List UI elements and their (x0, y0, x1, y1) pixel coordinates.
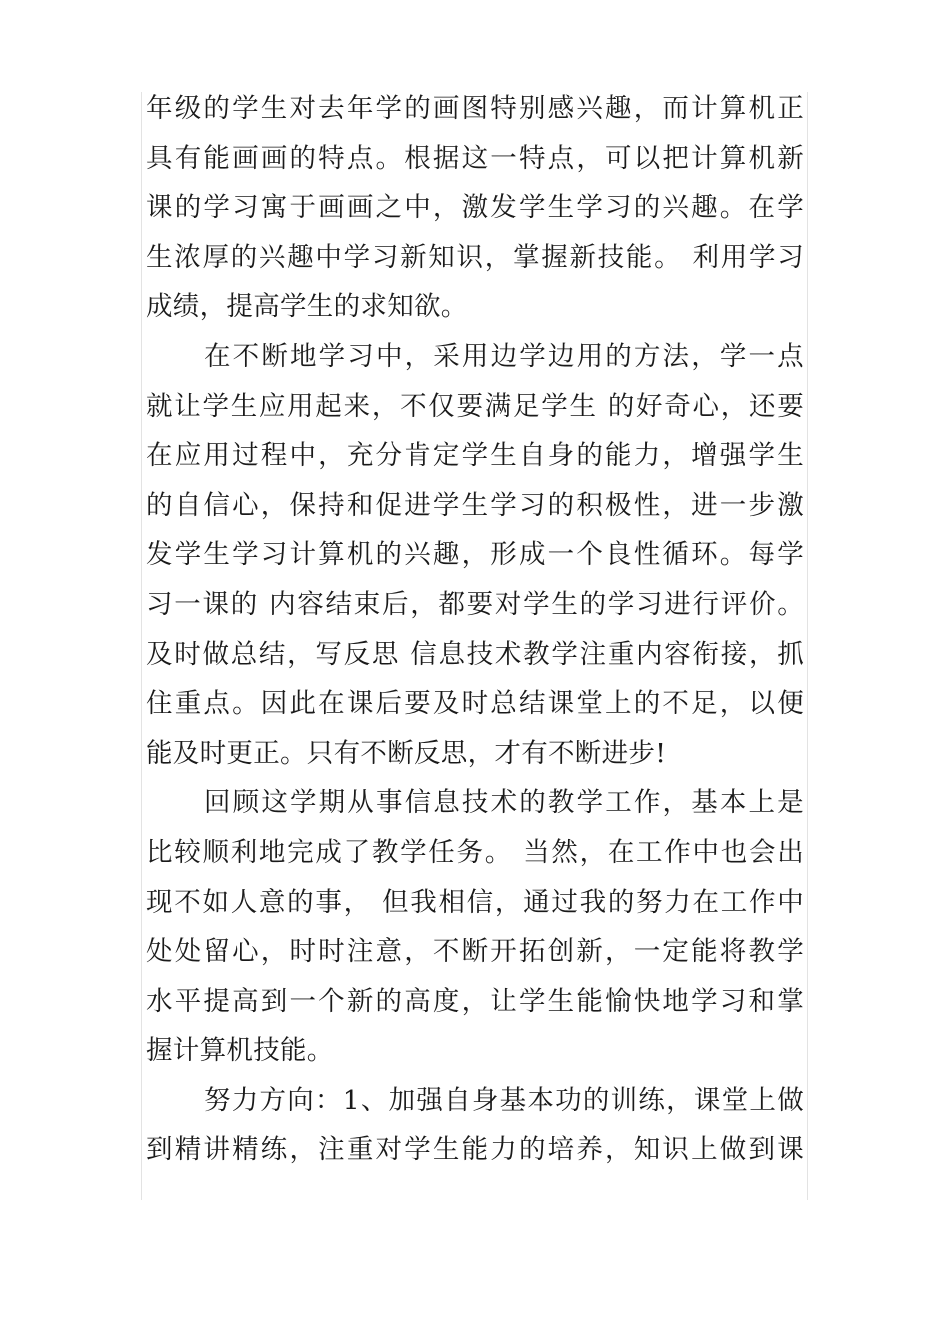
text-line: 课的学习寓于画画之中，激发学生学习的兴趣。在学 (146, 192, 804, 224)
text-line: 住重点。因此在课后要及时总结课堂上的不足，以便 (146, 688, 804, 720)
paragraph-first-line: 在不断地学习中，采用边学边用的方法，学一点 (204, 340, 804, 372)
text-line: 习一课的 内容结束后，都要对学生的学习进行评价。 (146, 588, 804, 620)
text-line: 到精讲精练，注重对学生能力的培养，知识上做到课 (146, 1134, 804, 1166)
text-line: 现不如人意的事， 但我相信，通过我的努力在工作中 (146, 886, 804, 918)
text-line: 生浓厚的兴趣中学习新知识，掌握新技能。 利用学习 (146, 241, 804, 273)
text-line: 在应用过程中，充分肯定学生自身的能力，增强学生 (146, 440, 804, 472)
text-line: 发学生学习计算机的兴趣，形成一个良性循环。每学 (146, 539, 804, 571)
text-line: 比较顺利地完成了教学任务。 当然，在工作中也会出 (146, 836, 804, 868)
text-line: 年级的学生对去年学的画图特别感兴趣，而计算机正 (146, 93, 804, 124)
text-line: 的自信心，保持和促进学生学习的积极性，进一步激 (146, 489, 804, 521)
text-line: 能及时更正。只有不断反思，才有不断进步! (146, 737, 667, 769)
paragraph-first-line: 回顾这学期从事信息技术的教学工作，基本上是 (204, 787, 804, 819)
document-body (146, 84, 804, 1175)
text-line: 具有能画画的特点。根据这一特点，可以把计算机新 (146, 142, 804, 174)
text-line: 及时做总结，写反思 信息技术教学注重内容衔接，抓 (146, 638, 804, 670)
text-line: 就让学生应用起来，不仅要满足学生 的好奇心，还要 (146, 390, 804, 422)
text-line: 成绩，提高学生的求知欲。 (146, 291, 468, 323)
paragraph-first-line: 努力方向：1、加强自身基本功的训练，课堂上做 (204, 1084, 804, 1116)
text-line: 水平提高到一个新的高度，让学生能愉快地学习和掌 (146, 985, 804, 1017)
text-line: 握计算机技能。 (146, 1035, 334, 1067)
text-line: 处处留心，时时注意，不断开拓创新，一定能将教学 (146, 936, 804, 968)
